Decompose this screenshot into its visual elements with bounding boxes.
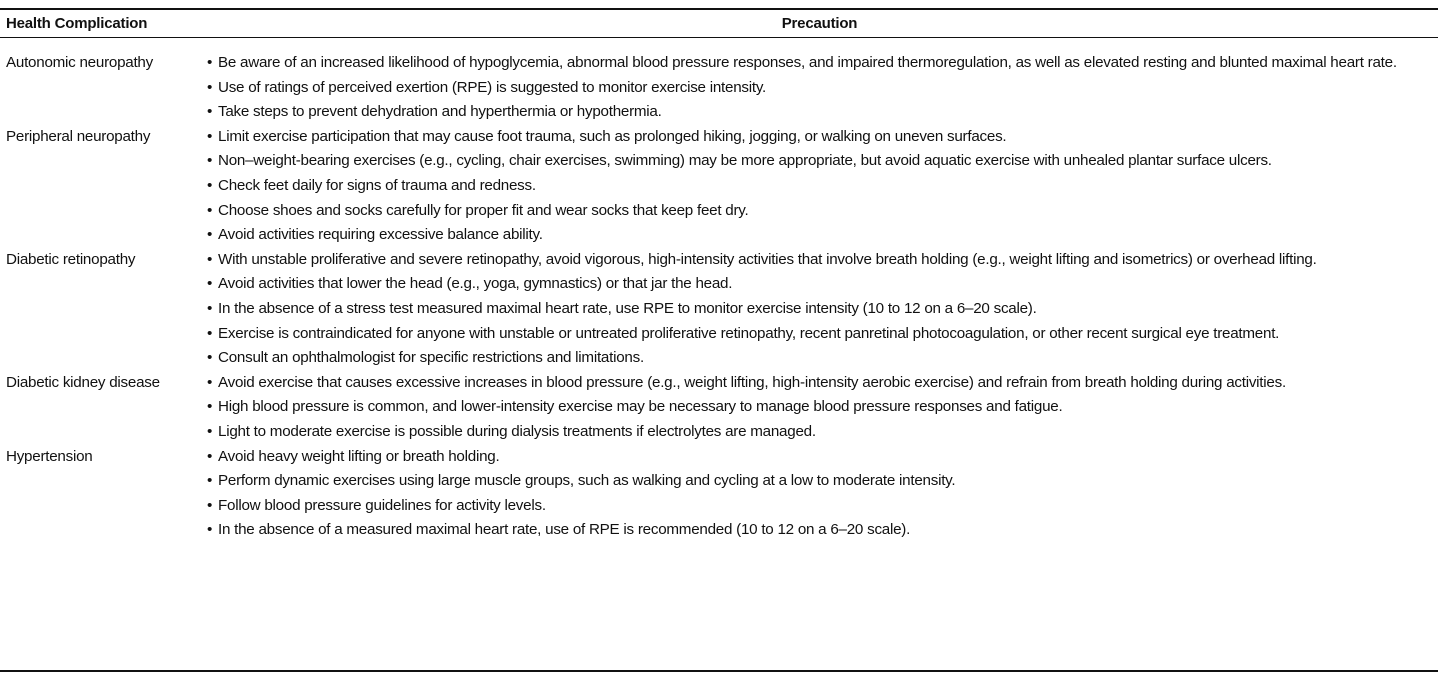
precautions-table xyxy=(0,8,1438,543)
complication-cell: Autonomic neuropathy xyxy=(6,54,153,71)
precaution-item: • Exercise is contraindicated for anyone with unstable or untreated proliferative retinopathy, recent panretinal photocoagulation, or other recent surgical eye treatment. xyxy=(207,322,1430,347)
complication-cell: Peripheral neuropathy xyxy=(6,127,151,145)
complication-cell: Diabetic retinopathy xyxy=(6,250,136,268)
precaution-item: • Follow blood pressure guidelines for activity levels. xyxy=(207,494,1430,519)
precaution-item: • Avoid exercise that causes excessive increases in blood pressure (e.g., weight lifting, high-intensity aerobic exercise) and refrain from breath holding during activities. xyxy=(207,371,1430,396)
table-row xyxy=(0,371,1438,445)
precaution-item: • Limit exercise participation that may cause foot trauma, such as prolonged hiking, jogging, or walking on uneven surfaces. xyxy=(207,125,1430,150)
precaution-list xyxy=(207,248,1438,371)
precaution-item: • Light to moderate exercise is possible during dialysis treatments if electrolytes are managed. xyxy=(207,420,1430,445)
precaution-item: • Use of ratings of perceived exertion (RPE) is suggested to monitor exercise intensity. xyxy=(207,76,1430,101)
precaution-item: • Check feet daily for signs of trauma and redness. xyxy=(207,174,1430,199)
precaution-item: • Choose shoes and socks carefully for proper fit and wear socks that keep feet dry. xyxy=(207,199,1430,224)
table-bottom-rule xyxy=(0,670,1438,672)
precaution-item: • Be aware of an increased likelihood of hypoglycemia, abnormal blood pressure responses, and impaired thermoregulation, as well as elevated resting and blunted maximal heart rate. xyxy=(207,51,1430,76)
precaution-item: • In the absence of a measured maximal heart rate, use of RPE is recommended (10 to 12 on a 6–20 scale). xyxy=(207,518,1430,543)
precaution-item: • Avoid activities that lower the head (e.g., yoga, gymnastics) or that jar the head. xyxy=(207,272,1430,297)
table-body xyxy=(0,38,1438,543)
precaution-list xyxy=(207,371,1438,445)
complication-cell: Hypertension xyxy=(6,447,93,465)
precaution-item: • Take steps to prevent dehydration and hyperthermia or hypothermia. xyxy=(207,100,1430,125)
precaution-item: • With unstable proliferative and severe retinopathy, avoid vigorous, high-intensity activities that involve breath holding (e.g., weight lifting and isometrics) or overhead lifting. xyxy=(207,248,1430,273)
precaution-item: • High blood pressure is common, and lower-intensity exercise may be necessary to manage blood pressure responses and fatigue. xyxy=(207,395,1430,420)
precaution-item: • Avoid activities requiring excessive balance ability. xyxy=(207,223,1430,248)
precaution-list xyxy=(207,125,1438,248)
table-row xyxy=(0,445,1438,543)
header-precaution: Precaution xyxy=(781,15,858,32)
table-row xyxy=(0,125,1438,248)
precaution-list xyxy=(207,445,1438,543)
header-health-complication: Health Complication xyxy=(6,15,148,32)
table-row xyxy=(0,51,1438,125)
precaution-item: • Avoid heavy weight lifting or breath holding. xyxy=(207,445,1430,470)
table-row xyxy=(0,248,1438,371)
precaution-list xyxy=(207,51,1438,125)
precaution-item: • Non–weight-bearing exercises (e.g., cycling, chair exercises, swimming) may be more appropriate, but avoid aquatic exercise with unhealed plantar surface ulcers. xyxy=(207,149,1430,174)
precaution-item: • In the absence of a stress test measured maximal heart rate, use RPE to monitor exercise intensity (10 to 12 on a 6–20 scale). xyxy=(207,297,1430,322)
table-header-row xyxy=(0,10,1438,38)
precaution-item: • Consult an ophthalmologist for specific restrictions and limitations. xyxy=(207,346,1430,371)
complication-cell: Diabetic kidney disease xyxy=(6,373,160,391)
precaution-item: • Perform dynamic exercises using large muscle groups, such as walking and cycling at a low to moderate intensity. xyxy=(207,469,1430,494)
